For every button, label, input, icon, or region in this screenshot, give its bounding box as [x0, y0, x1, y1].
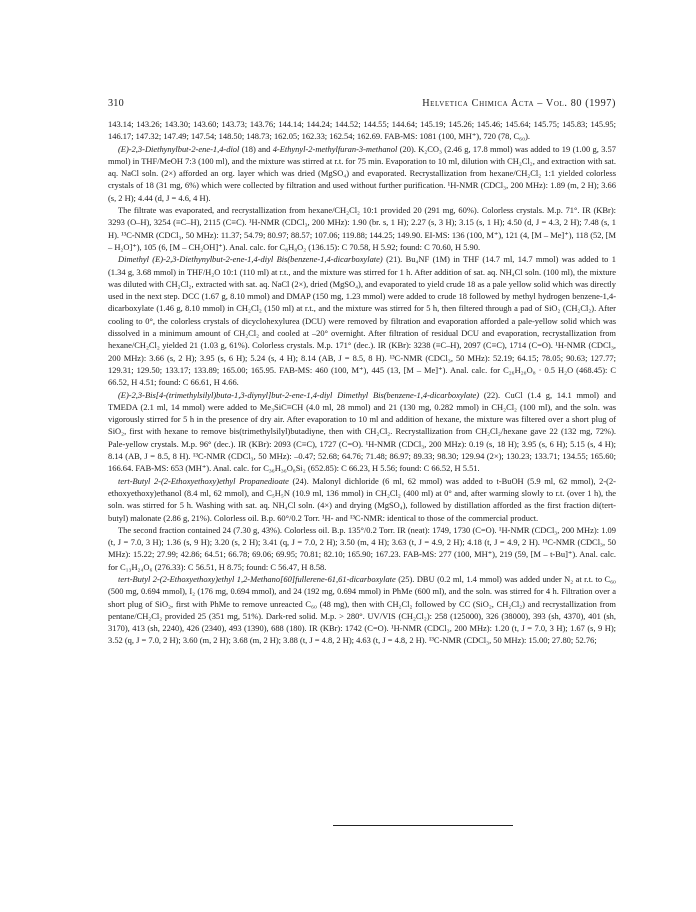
- paragraph: [108, 118, 616, 143]
- running-head: Helvetica Chimica Acta – Vol. 80 (1997): [422, 98, 616, 109]
- paragraph-text: The second fraction contained 24 (7.30 g, 43%). Colorless oil. B.p. 135°/0.2 Torr. IR (neat): 1749, 1730 (C=O). ¹H-NMR (CDCl₃, 200 MHz): 1.09 (t, J = 7.0, 3 H); 1.36 (s, 9 H); 3.20 (s, 2 H); 3.41 (q, J = 7.0, 2 H); 3.50 (m, 4 H); 3.63 (t, J = 4.9, 2 H); 4.18 (t, J = 4.9, 2 H). ¹³C-NMR (CDCl₃, 50 MHz): 15.22; 27.99; 42.86; 64.51; 66.78; 69.06; 69.95; 70.81; 82.10; 165.90; 167.23. FAB-MS: 277 (100, MH⁺), 219 (59, [M – t-Bu]⁺). Anal. calc. for C₁₃H₂₄O₆ (276.33): C 56.51, H 8.75; found: C 56.47, H 8.58.: [108, 524, 616, 572]
- experimental-text: [108, 118, 616, 647]
- paragraph: [108, 389, 616, 475]
- page: [108, 98, 616, 647]
- underline-mark: [333, 825, 513, 826]
- paragraph-text: (24). Malonyl dichloride (6 ml, 62 mmol) was added to t-BuOH (5.9 ml, 62 mmol), 2-(2-ethoxyethoxy)ethanol (8.4 ml, 62 mmol), and C₅H₅N (10.9 ml, 136 mmol) in CH₂Cl₂ (400 ml) at 0° and, after warming slowly to r.t. (over 1 h), the soln. was stirred for 5 h. Washing with sat. aq. NH₄Cl soln. (4×) and drying (MgSO₄), followed by distillation afforded as the first fraction di(tert-butyl) malonate (2.86 g, 21%). Colorless oil. B.p. 60°/0.2 Torr. ¹H- and ¹³C-NMR: identical to those of the commercial product.: [108, 475, 616, 523]
- paragraph-text: The filtrate was evaporated, and recrystallization from hexane/CH₂Cl₂ 10:1 provided 20 (291 mg, 60%). Colorless crystals. M.p. 71°. IR (KBr): 3293 (O–H), 3254 (≡C–H), 2115 (C≡C). ¹H-NMR (CDCl₃, 200 MHz): 1.90 (br. s, 1 H); 2.27 (s, 3 H); 3.15 (s, 1 H); 4.50 (d, J = 4.3, 2 H); 7.48 (s, 1 H). ¹³C-NMR (CDCl₃, 50 MHz): 11.37; 54.79; 80.97; 88.57; 107.06; 119.88; 144.25; 149.90. EI-MS: 136 (100, M⁺), 121 (4, [M – Me]⁺), 118 (52, [M – H₂O]⁺), 105 (6, [M – CH₂OH]⁺). Anal. calc. for C₈H₈O₂ (136.15): C 70.58, H 5.92; found: C 70.60, H 5.90.: [108, 205, 616, 252]
- compound-name: 4-Ethynyl-2-methylfuran-3-methanol: [272, 143, 398, 154]
- paragraph: [108, 204, 616, 253]
- paragraph: [108, 143, 616, 204]
- page-header: [108, 98, 616, 109]
- paragraph: [108, 475, 616, 524]
- paragraph-text: (18) and: [239, 143, 273, 154]
- compound-name: Dimethyl (E)-2,3-Diethynylbut-2-ene-1,4-diyl Bis(benzene-1,4-dicarboxylate): [118, 254, 383, 265]
- compound-name: (E)-2,3-Bis[4-(trimethylsilyl)buta-1,3-diynyl]but-2-ene-1,4-diyl Dimethyl Bis(benzene-1,4-dicarboxylate): [118, 389, 480, 400]
- paragraph-text: (25). DBU (0.2 ml, 1.4 mmol) was added under N₂ at r.t. to C₆₀ (500 mg, 0.694 mmol), I₂ (176 mg, 0.694 mmol), and 24 (192 mg, 0.694 mmol) in PhMe (600 ml), and the soln. was stirred for 4 h. Filtration over a short plug of SiO₂, first with PhMe to remove unreacted C₆₀ (48 mg), then with CH₂Cl₂ followed by CC (SiO₂, CH₂Cl₂) and recrystallization from pentane/CH₂Cl₂ provided 25 (351 mg, 51%). Dark-red solid. M.p. > 280°. UV/VIS (CH₂Cl₂): 258 (125000), 326 (38000), 393 (sh, 4370), 401 (sh, 3170), 413 (sh, 2240), 426 (2340), 493 (1390), 688 (180). IR (KBr): 1742 (C=O). ¹H-NMR (CDCl₃, 200 MHz): 1.20 (t, J = 7.0, 3 H); 1.67 (s, 9 H); 3.52 (q, J = 7.0, 2 H); 3.60 (m, 2 H); 3.68 (m, 2 H); 3.88 (t, J = 4.8, 2 H); 4.63 (t, J = 4.8, 2 H). ¹³C-NMR (CDCl₃, 50 MHz): 15.00; 27.80; 52.76;: [108, 573, 616, 646]
- compound-name: (E)-2,3-Diethynylbut-2-ene-1,4-diol: [118, 143, 240, 154]
- compound-name: tert-Butyl 2-(2-Ethoxyethoxy)ethyl Propanedioate: [118, 475, 289, 486]
- paragraph-text: (22). CuCl (1.4 g, 14.1 mmol) and TMEDA (2.1 ml, 14 mmol) were added to Me₃SiC≡CH (4.0 ml, 28 mmol) and 21 (130 mg, 0.282 mmol) in CH₂Cl₂ (100 ml), and the soln. was vigorously stirred for 5 h in the presence of dry air. After evaporation to 10 ml and addition of hexane, the mixture was filtered over a short plug of SiO₂, first with hexane to remove bis(trimethylsilyl)butadiyne, then with CH₂Cl₂. Recrystallization from CH₂Cl₂/hexane gave 22 (132 mg, 72%). Pale-yellow crystals. M.p. 96° (dec.). IR (KBr): 2093 (C≡C), 1727 (C=O). ¹H-NMR (CDCl₃, 200 MHz): 0.19 (s, 18 H); 3.95 (s, 6 H); 5.15 (s, 4 H); 8.14 (AB, J = 8.5, 8 H). ¹³C-NMR (CDCl₃, 50 MHz): –0.47; 52.68; 64.76; 71.48; 86.97; 89.33; 98.30; 129.94 (2×); 130.23; 133.71; 134.55; 165.60; 166.64. FAB-MS: 653 (MH⁺). Anal. calc. for C₃₆H₃₆O₈Si₂ (652.85): C 66.23, H 5.56; found: C 66.52, H 5.51.: [108, 389, 616, 474]
- paragraph-text: (21). Bu₄NF (1M) in THF (14.7 ml, 14.7 mmol) was added to 1 (1.34 g, 3.68 mmol) in THF/H₂O 10:1 (110 ml) at r.t., and the mixture was stirred for 1 h. After addition of sat. aq. NH₄Cl soln. (100 ml), the mixture was diluted with CH₂Cl₂, extracted with sat. aq. NaCl (2×), dried (MgSO₄), and evaporated to yield crude 18 as a pale yellow solid which was directly used in the next step. DCC (1.67 g, 8.10 mmol) and DMAP (150 mg, 1.23 mmol) were added to crude 18 followed by methyl hydrogen benzene-1,4-dicarboxylate (1.46 g, 8.10 mmol) in CH₂Cl₂ (150 ml) at r.t., and the mixture was stirred for 5 h, then filtered through a pad of SiO₂ (CH₂Cl₂). After cooling to 0°, the colorless crystals of dicyclohexylurea (DCU) were removed by filtration and evaporation afforded a pale-yellow solid which was dissolved in a minimum amount of CH₂Cl₂ and cooled at –20° overnight. After filtration of residual DCU and evaporation, recrystallization from hexane/CH₂Cl₂ yielded 21 (1.03 g, 61%). Colorless crystals. M.p. 171° (dec.). IR (KBr): 3238 (≡C–H), 2097 (C≡C), 1714 (C=O). ¹H-NMR (CDCl₃, 200 MHz): 3.66 (s, 2 H); 3.95 (s, 6 H); 5.24 (s, 4 H); 8.14 (AB, J = 8.5, 8 H). ¹³C-NMR (CDCl₃, 50 MHz): 52.19; 64.15; 78.05; 90.63; 127.77; 129.31; 129.50; 133.17; 133.89; 165.00; 165.95. FAB-MS: 460 (100, M⁺), 445 (13, [M – Me]⁺). Anal. calc. for C₂₆H₂₀O₈ · 0.5 H₂O (468.45): C 66.52, H 4.51; found: C 66.61, H 4.66.: [108, 254, 616, 388]
- paragraph: [108, 573, 616, 647]
- compound-name: tert-Butyl 2-(2-Ethoxyethoxy)ethyl 1,2-Methano[60]fullerene-61,61-dicarboxylate: [118, 573, 396, 584]
- paragraph-text: (20). K₂CO₃ (2.46 g, 17.8 mmol) was added to 19 (1.00 g, 3.57 mmol) in THF/MeOH 7:3 (100 ml), and the mixture was stirred at r.t. for 75 min. Evaporation to 10 ml, dilution with CH₂Cl₂, and extraction with sat. aq. NaCl soln. (2×) afforded an org. layer which was dried (MgSO₄) and evaporated. Recrystallization from hexane/CH₂Cl₂ 1:1 yielded colorless crystals of 18 (31 mg, 6%) which were collected by filtration and used without further purification. ¹H-NMR (CDCl₃, 200 MHz): 1.89 (m, 2 H); 3.66 (s, 2 H); 4.44 (d, J = 4.6, 4 H).: [108, 143, 616, 203]
- page-number: 310: [108, 98, 124, 109]
- paragraph: [108, 524, 616, 573]
- paragraph-text: 143.14; 143.26; 143.30; 143.60; 143.73; 143.76; 144.14; 144.24; 144.52; 144.55; 144.64; 145.19; 145.26; 145.46; 145.64; 145.75; 145.83; 145.95; 146.17; 147.32; 147.49; 147.54; 148.50; 148.73; 162.05; 162.33; 162.54; 162.69. FAB-MS: 1081 (100, MH⁺), 720 (78, C₆₀).: [108, 119, 616, 142]
- paragraph: [108, 253, 616, 388]
